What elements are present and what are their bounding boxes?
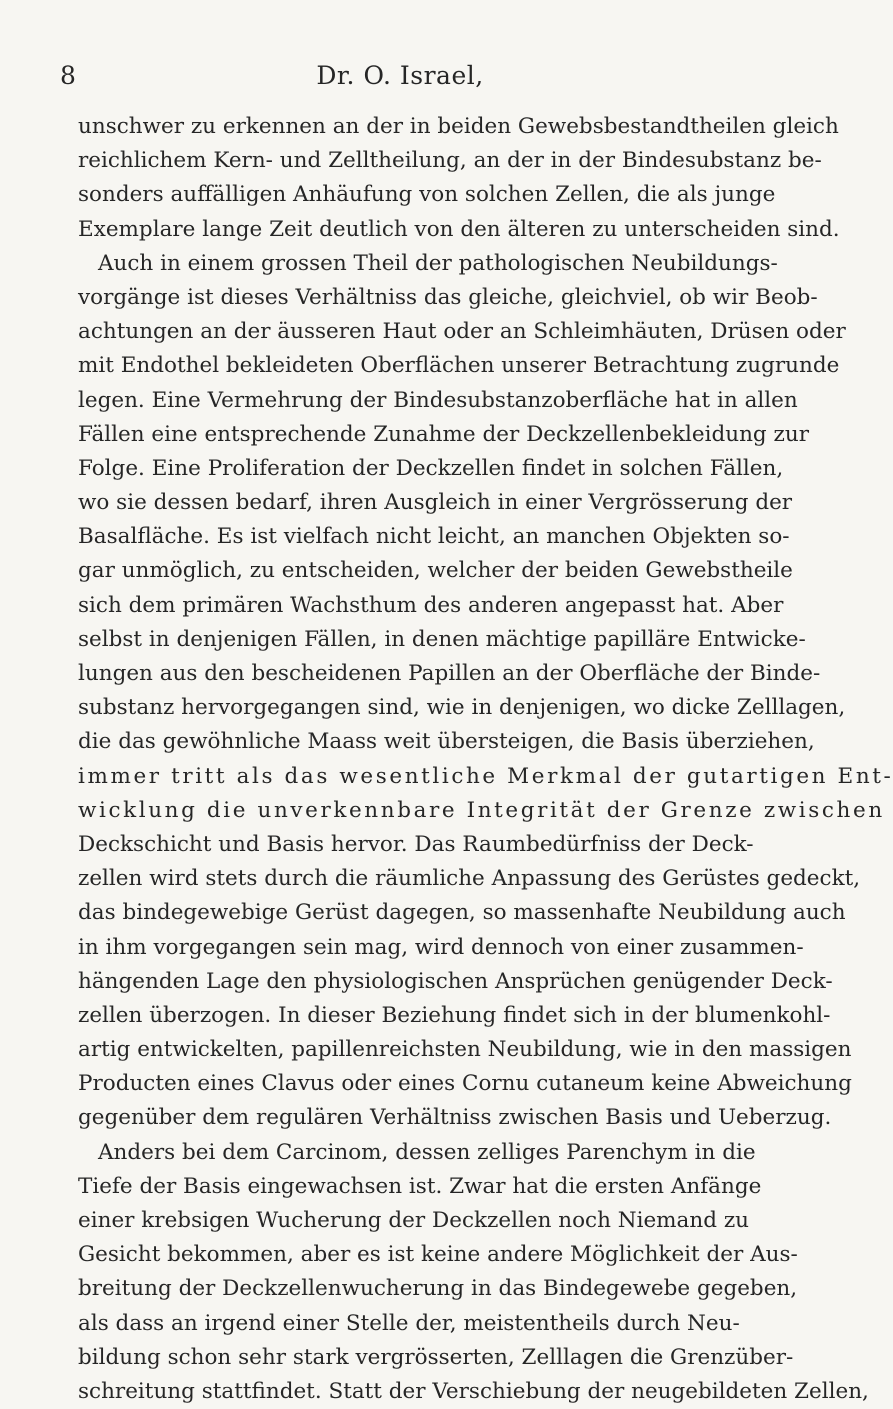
text-line: einer krebsigen Wucherung der Deckzellen noch Niemand zu xyxy=(78,1208,749,1233)
text-line: Folge. Eine Proliferation der Deckzellen findet in solchen Fällen, xyxy=(78,455,784,481)
page-number: 8 xyxy=(60,61,76,90)
text-line: zellen überzogen. In dieser Beziehung findet sich in der blumenkohl- xyxy=(78,1002,831,1028)
text-line: schreitung stattfindet. Statt der Verschiebung der neugebildeten Zellen, xyxy=(78,1378,869,1404)
text-line: zellen wird stets durch die räumliche Anpassung des Gerüstes gedeckt, xyxy=(78,866,861,892)
text-line: wicklung die unverkennbare Integrität der Grenze zwischen xyxy=(78,797,885,823)
text-line: unschwer zu erkennen an der in beiden Gewebsbestandtheilen gleich xyxy=(78,114,839,139)
text-line: wo sie dessen bedarf, ihren Ausgleich in einer Vergrösserung der xyxy=(78,490,793,516)
text-line: Basalfläche. Es ist vielfach nicht leicht, an manchen Objekten so- xyxy=(78,524,790,550)
text-line: achtungen an der äusseren Haut oder an Schleimhäuten, Drüsen oder xyxy=(78,319,846,345)
page-header xyxy=(0,56,800,96)
running-head: Dr. O. Israel, xyxy=(316,61,484,90)
text-line: legen. Eine Vermehrung der Bindesubstanzoberfläche hat in allen xyxy=(78,387,798,413)
text-line: breitung der Deckzellenwucherung in das Bindegewebe gegeben, xyxy=(78,1276,798,1302)
text-line: Exemplare lange Zeit deutlich von den älteren zu unterscheiden sind. xyxy=(78,216,840,242)
text-line: Anders bei dem Carcinom, dessen zelliges Parenchym in die xyxy=(98,1139,756,1165)
text-line: immer tritt als das wesentliche Merkmal der gutartigen Ent- xyxy=(78,763,893,789)
text-line: Tiefe der Basis eingewachsen ist. Zwar hat die ersten Anfänge xyxy=(78,1173,762,1199)
text-line: Deckschicht und Basis hervor. Das Raumbedürfniss der Deck- xyxy=(78,831,754,857)
text-line: das bindegewebige Gerüst dagegen, so massenhafte Neubildung auch xyxy=(78,900,846,926)
text-line: Producten eines Clavus oder eines Cornu cutaneum keine Abweichung xyxy=(78,1071,852,1097)
text-line: artig entwickelten, papillenreichsten Neubildung, wie in den massigen xyxy=(78,1037,852,1063)
text-line: gegenüber dem regulären Verhältniss zwischen Basis und Ueberzug. xyxy=(78,1105,832,1131)
text-line: sonders auffälligen Anhäufung von solchen Zellen, die als junge xyxy=(78,182,776,208)
text-line: die das gewöhnliche Maass weit übersteigen, die Basis überziehen, xyxy=(78,729,815,755)
text-line: sich dem primären Wachsthum des anderen angepasst hat. Aber xyxy=(78,592,784,618)
text-line: lungen aus den bescheidenen Papillen an der Oberfläche der Binde- xyxy=(78,661,821,686)
text-line: Auch in einem grossen Theil der pathologischen Neubildungs- xyxy=(98,250,778,276)
text-line: reichlichem Kern- und Zelltheilung, an der in der Bindesubstanz be- xyxy=(78,148,822,174)
text-line: bildung schon sehr stark vergrösserten, Zelllagen die Grenzüber- xyxy=(78,1344,794,1370)
text-line: vorgänge ist dieses Verhältniss das gleiche, gleichviel, ob wir Beob- xyxy=(78,284,818,310)
text-line: als dass an irgend einer Stelle der, meistentheils durch Neu- xyxy=(78,1310,740,1336)
text-line: Fällen eine entsprechende Zunahme der Deckzellenbekleidung zur xyxy=(78,421,809,447)
body-text xyxy=(78,110,893,1409)
text-line: selbst in denjenigen Fällen, in denen mächtige papilläre Entwicke- xyxy=(78,626,806,652)
text-line: gar unmöglich, zu entscheiden, welcher der beiden Gewebstheile xyxy=(78,558,793,584)
text-line: mit Endothel bekleideten Oberflächen unserer Betrachtung zugrunde xyxy=(78,353,840,379)
text-line: hängenden Lage den physiologischen Ansprüchen genügender Deck- xyxy=(78,968,833,994)
text-line: Gesicht bekommen, aber es ist keine andere Möglichkeit der Aus- xyxy=(78,1242,798,1268)
text-line: in ihm vorgegangen sein mag, wird dennoch von einer zusammen- xyxy=(78,934,804,960)
text-line: substanz hervorgegangen sind, wie in denjenigen, wo dicke Zelllagen, xyxy=(78,695,846,721)
